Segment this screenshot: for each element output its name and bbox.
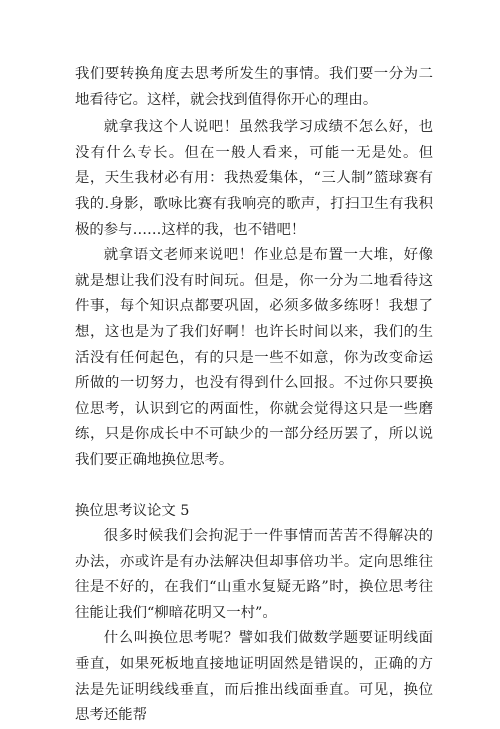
- paragraph-1: 我们要转换角度去思考所发生的事情。我们要一分为二地看待它。这样，就会找到值得你开心的理由。: [75, 66, 433, 108]
- paragraph-4: 很多时候我们会拘泥于一件事情而苦苦不得解决的办法，亦或许是有办法解决但却事倍功半。定向思维往往是不好的，在我们“山重水复疑无路”时，换位思考往往能让我们“柳暗花明又一村”。: [75, 528, 433, 621]
- document-page: [75, 62, 433, 729]
- section-title: 换位思考议论文 5: [75, 502, 190, 519]
- paragraph-5: 什么叫换位思考呢？譬如我们做数学题要证明线面垂直，如果死板地直接地证明固然是错误的，正确的方法是先证明线线垂直，而后推出线面垂直。可见，换位思考还能帮: [75, 630, 433, 724]
- section-spacer: [75, 474, 433, 499]
- paragraph-3: 就拿语文老师来说吧！作业总是布置一大堆，好像就是想让我们没有时间玩。但是，你一分为二地看待这件事，每个知识点都要巩固，必须多做多练呀！我想了想，这也是为了我们好啊！也许长时间以来，我们的生活没有任何起色，有的只是一些不如意，你为改变命运所做的一切努力，也没有得到什么回报。不过你只要换位思考，认识到它的两面性，你就会觉得这只是一些磨练，只是你成长中不可缺少的一部分经历罢了，所以说我们要正确地换位思考。: [75, 247, 433, 468]
- paragraph-2: 就拿我这个人说吧！虽然我学习成绩不怎么好，也没有什么专长。但在一般人看来，可能一无是处。但是，天生我材必有用：我热爱集体，“三人制”篮球赛有我的.身影，歌咏比赛有我响亮的歌声，打扫卫生有我积极的参与……这样的我，也不错吧！: [75, 119, 433, 238]
